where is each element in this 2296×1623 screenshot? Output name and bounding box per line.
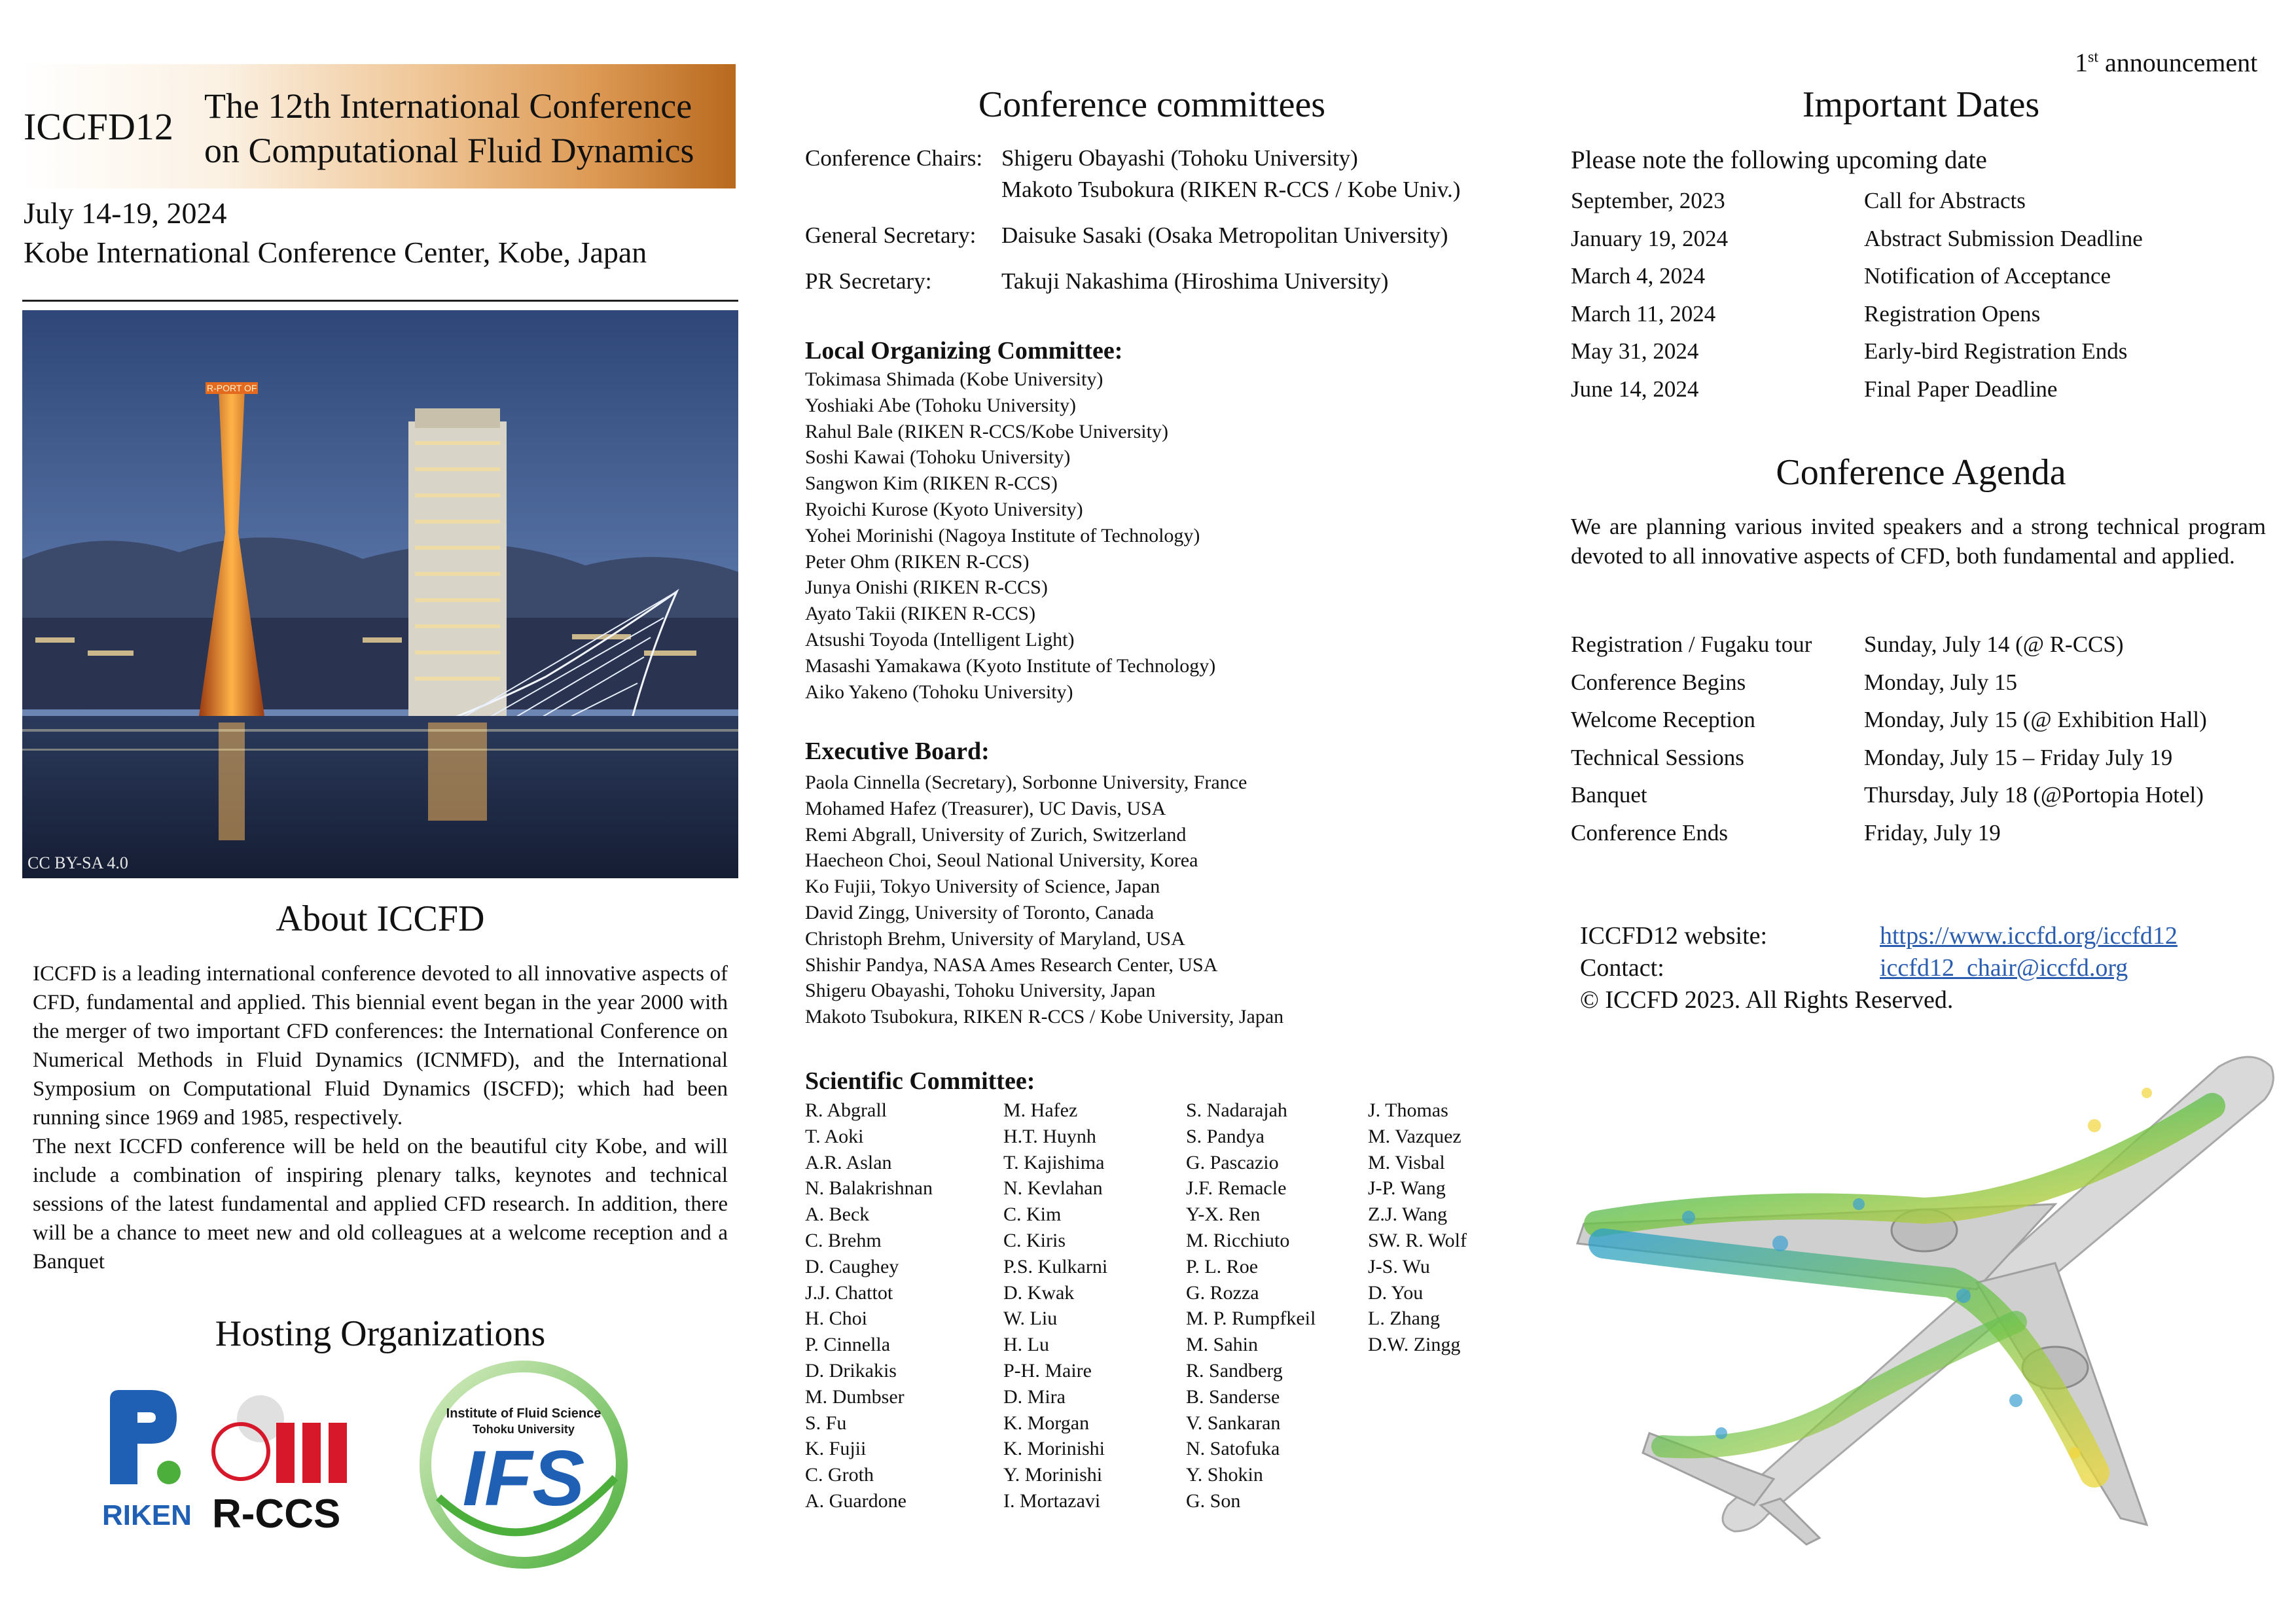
list-item: J.J. Chattot bbox=[805, 1281, 893, 1304]
table-cell-label: May 31, 2024 bbox=[1571, 338, 1699, 364]
list-item: M. Visbal bbox=[1368, 1151, 1445, 1173]
table-cell-label: Welcome Reception bbox=[1571, 707, 1755, 732]
list-item: A.R. Aslan bbox=[805, 1151, 892, 1173]
list-item: Ryoichi Kurose (Kyoto University) bbox=[805, 498, 1083, 520]
list-item: K. Fujii bbox=[805, 1438, 867, 1460]
about-title: About ICCFD bbox=[276, 899, 485, 939]
table-cell-value: Final Paper Deadline bbox=[1864, 376, 2058, 402]
list-item: T. Aoki bbox=[805, 1125, 864, 1147]
list-item: D. Mira bbox=[1003, 1385, 1066, 1408]
table-cell-label: Technical Sessions bbox=[1571, 744, 1744, 770]
hosting-title: Hosting Organizations bbox=[215, 1313, 546, 1354]
conference-title: The 12th International Conference on Computational Fluid Dynamics bbox=[204, 86, 694, 170]
important-dates-table bbox=[1571, 182, 2143, 408]
table-row bbox=[1571, 332, 2143, 370]
list-item: Soshi Kawai (Tohoku University) bbox=[805, 446, 1071, 469]
table-row bbox=[1571, 182, 2143, 220]
list-item: Junya Onishi (RIKEN R-CCS) bbox=[805, 577, 1048, 599]
table-cell-value: Registration Opens bbox=[1864, 300, 2041, 327]
svg-text:IFS: IFS bbox=[462, 1435, 585, 1522]
list-item: T. Kajishima bbox=[1003, 1151, 1105, 1173]
list-item: Tokimasa Shimada (Kobe University) bbox=[805, 368, 1103, 390]
scientific-committee-col-4 bbox=[1368, 1097, 1467, 1358]
list-item: Atsushi Toyoda (Intelligent Light) bbox=[805, 628, 1075, 651]
table-row bbox=[1571, 776, 2207, 814]
list-item: Remi Abgrall, University of Zurich, Switzerland bbox=[805, 823, 1187, 846]
list-item: N. Balakrishnan bbox=[805, 1177, 933, 1200]
list-item: C. Kiris bbox=[1003, 1229, 1066, 1251]
table-cell-label: Conference Begins bbox=[1571, 669, 1746, 695]
important-dates-title: Important Dates bbox=[1802, 84, 2040, 125]
list-item: R. Sandberg bbox=[1186, 1359, 1283, 1382]
table-cell-label: June 14, 2024 bbox=[1571, 376, 1699, 402]
list-item: Yohei Morinishi (Nagoya Institute of Technology) bbox=[805, 524, 1200, 546]
list-item: C. Kim bbox=[1003, 1204, 1062, 1226]
svg-text:RIKEN: RIKEN bbox=[102, 1499, 192, 1530]
tower-sign: R-PORT OF bbox=[207, 383, 257, 393]
about-paragraph-2: The next ICCFD conference will be held on the beautiful city Kobe, and will include a combination of inspiring plenary talks, keynotes and technical sessions of the latest fundamental and applied CFD research. In addition, there will be a chance to meet new and old colleagues at a welcome reception and a Banquet bbox=[33, 1135, 728, 1274]
list-item: P-H. Maire bbox=[1003, 1359, 1092, 1382]
list-item: A. Beck bbox=[805, 1204, 870, 1226]
list-item: J-P. Wang bbox=[1368, 1177, 1446, 1200]
list-item: J. Thomas bbox=[1368, 1099, 1448, 1121]
table-cell-value: Call for Abstracts bbox=[1864, 188, 2026, 213]
table-row bbox=[1571, 257, 2143, 295]
list-item: Yoshiaki Abe (Tohoku University) bbox=[805, 394, 1077, 416]
photo-credit: CC BY-SA 4.0 bbox=[27, 853, 128, 872]
list-item: H. Choi bbox=[805, 1308, 868, 1330]
brand-title: ICCFD12 bbox=[24, 105, 173, 148]
list-item: R. Abgrall bbox=[805, 1099, 887, 1121]
important-dates-intro: Please note the following upcoming date bbox=[1571, 146, 1987, 174]
agenda-body: We are planning various invited speakers and a strong technical program devoted to all innovative aspects of CFD, both fundamental and applied. bbox=[1571, 514, 2266, 569]
scientific-committee-heading: Scientific Committee: bbox=[805, 1067, 1035, 1095]
list-item: N. Satofuka bbox=[1186, 1438, 1280, 1460]
executive-board-heading: Executive Board: bbox=[805, 738, 990, 765]
table-cell-label: January 19, 2024 bbox=[1571, 225, 1729, 251]
committee-officers bbox=[805, 143, 1460, 297]
svg-text:R-CCS: R-CCS bbox=[212, 1491, 341, 1537]
list-item: M. Ricchiuto bbox=[1186, 1229, 1290, 1251]
list-item: S. Fu bbox=[805, 1412, 847, 1434]
table-cell-label: Banquet bbox=[1571, 782, 1647, 808]
list-item: G. Pascazio bbox=[1186, 1151, 1279, 1173]
list-item: P.S. Kulkarni bbox=[1003, 1255, 1108, 1277]
list-item: M. Hafez bbox=[1003, 1099, 1078, 1121]
list-item: J-S. Wu bbox=[1368, 1255, 1430, 1277]
list-item: K. Morinishi bbox=[1003, 1438, 1105, 1460]
list-item: Shigeru Obayashi, Tohoku University, Japan bbox=[805, 980, 1156, 1002]
contact-row: Contact: iccfd12_chair@iccfd.org bbox=[1580, 952, 2178, 984]
table-row bbox=[1571, 220, 2143, 258]
table-cell-value: Monday, July 15 bbox=[1864, 669, 2017, 695]
agenda-title: Conference Agenda bbox=[1776, 452, 2066, 493]
cfd-airplane-image bbox=[1558, 1047, 2278, 1558]
list-item: Z.J. Wang bbox=[1368, 1204, 1448, 1226]
list-item: N. Kevlahan bbox=[1003, 1177, 1103, 1200]
website-row: ICCFD12 website: https://www.iccfd.org/iccfd12 bbox=[1580, 920, 2178, 952]
about-paragraph-1: ICCFD is a leading international conference devoted to all innovative aspects of CFD, fundamental and applied. This biennial event began in the year 2000 with the merger of two important CFD conferences: the International Conference on Numerical Methods in Fluid Dynamics (ICNMFD), and the International Symposium on Computational Fluid Dynamics (ISCFD); which had been running since 1969 and 1985, respectively. bbox=[33, 962, 728, 1130]
list-item: Paola Cinnella (Secretary), Sorbonne University, France bbox=[805, 772, 1247, 793]
list-item: Haecheon Choi, Seoul National University, Korea bbox=[805, 849, 1198, 872]
list-item: D. Kwak bbox=[1003, 1281, 1075, 1304]
list-item: W. Liu bbox=[1003, 1308, 1058, 1330]
list-item: D.W. Zingg bbox=[1368, 1334, 1461, 1356]
table-cell-label: March 11, 2024 bbox=[1571, 300, 1716, 327]
header-divider bbox=[22, 300, 738, 302]
table-cell-value: Friday, July 19 bbox=[1864, 819, 2001, 846]
website-link[interactable]: https://www.iccfd.org/iccfd12 bbox=[1880, 922, 2178, 950]
scientific-committee-col-3 bbox=[1186, 1097, 1316, 1514]
table-cell-label: September, 2023 bbox=[1571, 188, 1725, 213]
list-item: I. Mortazavi bbox=[1003, 1489, 1101, 1512]
list-item: S. Nadarajah bbox=[1186, 1099, 1287, 1121]
table-cell-value: Abstract Submission Deadline bbox=[1864, 225, 2143, 251]
list-item: Peter Ohm (RIKEN R-CCS) bbox=[805, 550, 1030, 573]
list-item: C. Brehm bbox=[805, 1229, 882, 1251]
list-item: Rahul Bale (RIKEN R-CCS/Kobe University) bbox=[805, 420, 1168, 442]
list-item: D. Drikakis bbox=[805, 1359, 897, 1382]
list-item: M. Sahin bbox=[1186, 1334, 1259, 1356]
ifs-logo bbox=[419, 1360, 628, 1576]
list-item: P. L. Roe bbox=[1186, 1255, 1259, 1277]
list-item: Y-X. Ren bbox=[1186, 1204, 1261, 1226]
list-item: S. Pandya bbox=[1186, 1125, 1265, 1147]
pr-secretary-row: PR Secretary: Takuji Nakashima (Hiroshima University) bbox=[805, 268, 1389, 294]
list-item: D. Caughey bbox=[805, 1255, 899, 1277]
agenda-table bbox=[1571, 626, 2207, 851]
list-item: Sangwon Kim (RIKEN R-CCS) bbox=[805, 473, 1058, 495]
list-item: C. Groth bbox=[805, 1464, 874, 1486]
table-cell-value: Monday, July 15 – Friday July 19 bbox=[1864, 744, 2173, 770]
table-row bbox=[1571, 814, 2207, 852]
list-item: L. Zhang bbox=[1368, 1308, 1440, 1330]
list-item: M. Dumbser bbox=[805, 1385, 905, 1408]
conference-venue: Kobe International Conference Center, Kobe, Japan bbox=[24, 236, 647, 269]
table-row bbox=[1571, 664, 2207, 702]
table-cell-label: March 4, 2024 bbox=[1571, 263, 1706, 289]
contact-email-link[interactable]: iccfd12_chair@iccfd.org bbox=[1880, 954, 2128, 982]
list-item: J.F. Remacle bbox=[1186, 1177, 1287, 1200]
list-item: B. Sanderse bbox=[1186, 1385, 1280, 1408]
kobe-port-photo bbox=[22, 310, 738, 878]
chairs-row: Conference Chairs: Shigeru Obayashi (Tohoku University) bbox=[805, 145, 1358, 171]
table-cell-value: Sunday, July 14 (@ R-CCS) bbox=[1864, 632, 2124, 657]
table-row bbox=[1571, 370, 2143, 408]
about-body bbox=[33, 959, 728, 1276]
executive-board-list bbox=[805, 770, 1283, 1030]
table-row bbox=[1571, 701, 2207, 739]
riken-logo bbox=[98, 1386, 196, 1530]
rccs-logo bbox=[208, 1393, 365, 1537]
contact-block bbox=[1580, 920, 2178, 1016]
list-item: David Zingg, University of Toronto, Canada bbox=[805, 901, 1155, 923]
list-item: G. Son bbox=[1186, 1489, 1241, 1512]
svg-text:Institute of Fluid Science: Institute of Fluid Science bbox=[446, 1406, 601, 1421]
table-cell-value: Thursday, July 18 (@Portopia Hotel) bbox=[1864, 782, 2204, 808]
table-row bbox=[1571, 626, 2207, 664]
list-item: V. Sankaran bbox=[1186, 1412, 1281, 1434]
table-cell-label: Conference Ends bbox=[1571, 819, 1729, 846]
list-item: Ayato Takii (RIKEN R-CCS) bbox=[805, 603, 1036, 625]
local-committee-heading: Local Organizing Committee: bbox=[805, 337, 1123, 365]
conference-dates-venue bbox=[24, 194, 647, 272]
list-item: Y. Morinishi bbox=[1003, 1464, 1103, 1486]
list-item: A. Guardone bbox=[805, 1489, 906, 1512]
scientific-committee-col-2 bbox=[1003, 1097, 1107, 1514]
list-item: Shishir Pandya, NASA Ames Research Center, USA bbox=[805, 954, 1218, 976]
list-item: Mohamed Hafez (Treasurer), UC Davis, USA bbox=[805, 797, 1166, 819]
table-cell-label: Registration / Fugaku tour bbox=[1571, 632, 1812, 657]
copyright: © ICCFD 2023. All Rights Reserved. bbox=[1580, 986, 1954, 1014]
list-item: Makoto Tsubokura, RIKEN R-CCS / Kobe University, Japan bbox=[805, 1006, 1284, 1028]
list-item: SW. R. Wolf bbox=[1368, 1229, 1467, 1251]
list-item: H. Lu bbox=[1003, 1334, 1049, 1356]
svg-text:Tohoku University: Tohoku University bbox=[473, 1423, 575, 1436]
list-item: D. You bbox=[1368, 1281, 1424, 1304]
list-item: Ko Fujii, Tokyo University of Science, Japan bbox=[805, 876, 1160, 898]
conference-dates: July 14-19, 2024 bbox=[24, 196, 227, 230]
list-item: M. P. Rumpfkeil bbox=[1186, 1308, 1316, 1330]
list-item: M. Vazquez bbox=[1368, 1125, 1462, 1147]
table-cell-value: Monday, July 15 (@ Exhibition Hall) bbox=[1864, 707, 2207, 732]
list-item: Christoph Brehm, University of Maryland, USA bbox=[805, 927, 1185, 950]
table-row bbox=[1571, 739, 2207, 777]
table-row bbox=[1571, 295, 2143, 333]
general-secretary-row: General Secretary: Daisuke Sasaki (Osaka Metropolitan University) bbox=[805, 223, 1448, 248]
table-cell-value: Early-bird Registration Ends bbox=[1864, 338, 2128, 364]
list-item: K. Morgan bbox=[1003, 1412, 1090, 1434]
local-committee-list bbox=[805, 366, 1215, 705]
committees-title: Conference committees bbox=[978, 84, 1326, 125]
scientific-committee-col-1 bbox=[805, 1097, 933, 1514]
table-cell-value: Notification of Acceptance bbox=[1864, 263, 2111, 289]
announcement-label: 1st announcement bbox=[2075, 48, 2258, 77]
list-item: Aiko Yakeno (Tohoku University) bbox=[805, 681, 1073, 703]
list-item: Masashi Yamakawa (Kyoto Institute of Technology) bbox=[805, 654, 1216, 677]
list-item: G. Rozza bbox=[1186, 1281, 1259, 1304]
list-item: H.T. Huynh bbox=[1003, 1125, 1096, 1147]
list-item: Y. Shokin bbox=[1186, 1464, 1263, 1486]
list-item: P. Cinnella bbox=[805, 1334, 891, 1356]
chairs-row-2: Makoto Tsubokura (RIKEN R-CCS / Kobe Univ.) bbox=[1001, 177, 1461, 202]
